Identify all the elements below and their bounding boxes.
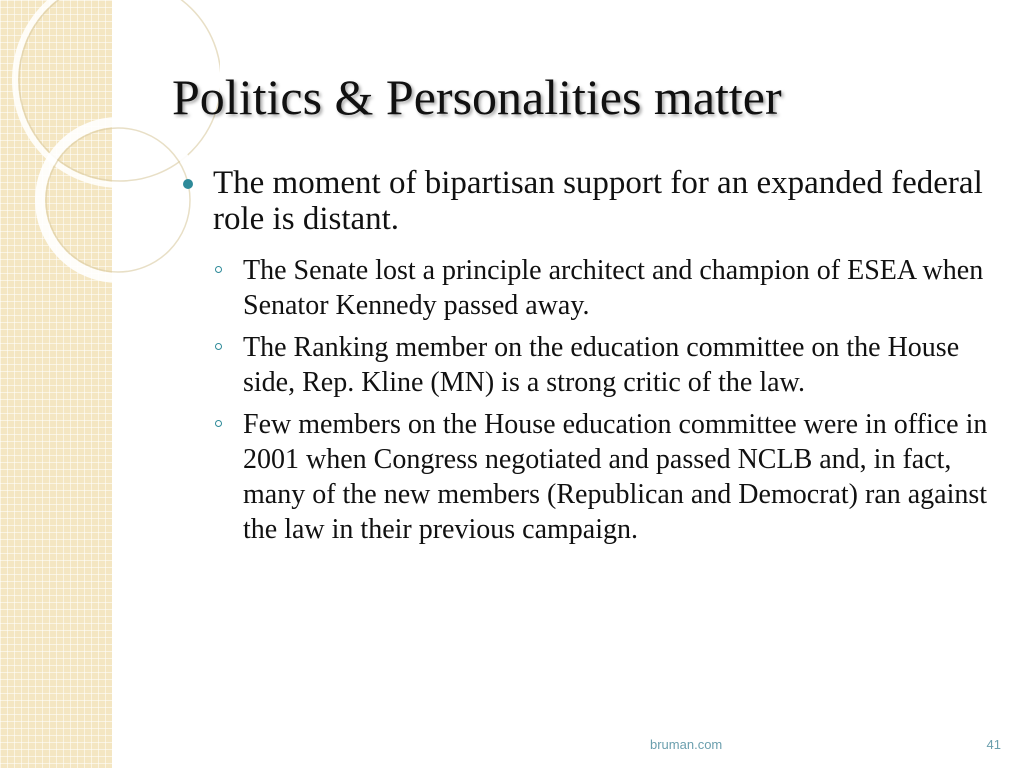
sub-bullet-text: The Ranking member on the education committee on the House side, Rep. Kline (MN) is a strong critic of the law. xyxy=(243,332,960,398)
sub-bullet-item xyxy=(213,330,1003,400)
slide-title: Politics & Personalities matter xyxy=(172,69,782,125)
slide-content xyxy=(183,165,1003,554)
ring-bullet-icon xyxy=(215,266,222,273)
bullet-text: The moment of bipartisan support for an expanded federal role is distant. xyxy=(213,165,983,237)
sub-bullet-text: Few members on the House education committee were in office in 2001 when Congress negotiated and passed NCLB and, in fact, many of the new members (Republican and Democrat) ran against the law in their previous campaign. xyxy=(243,409,988,545)
sub-bullet-text: The Senate lost a principle architect and champion of ESEA when Senator Kennedy passed away. xyxy=(243,255,984,321)
sub-bullet-item xyxy=(213,407,1003,547)
bullet-dot-icon xyxy=(183,179,193,189)
sub-bullet-item xyxy=(213,253,1003,323)
footer-site: bruman.com xyxy=(650,737,723,752)
ring-bullet-icon xyxy=(215,420,222,427)
slide-number: 41 xyxy=(986,737,1001,752)
ring-bullet-icon xyxy=(215,343,222,350)
bullet-item xyxy=(183,165,1003,237)
